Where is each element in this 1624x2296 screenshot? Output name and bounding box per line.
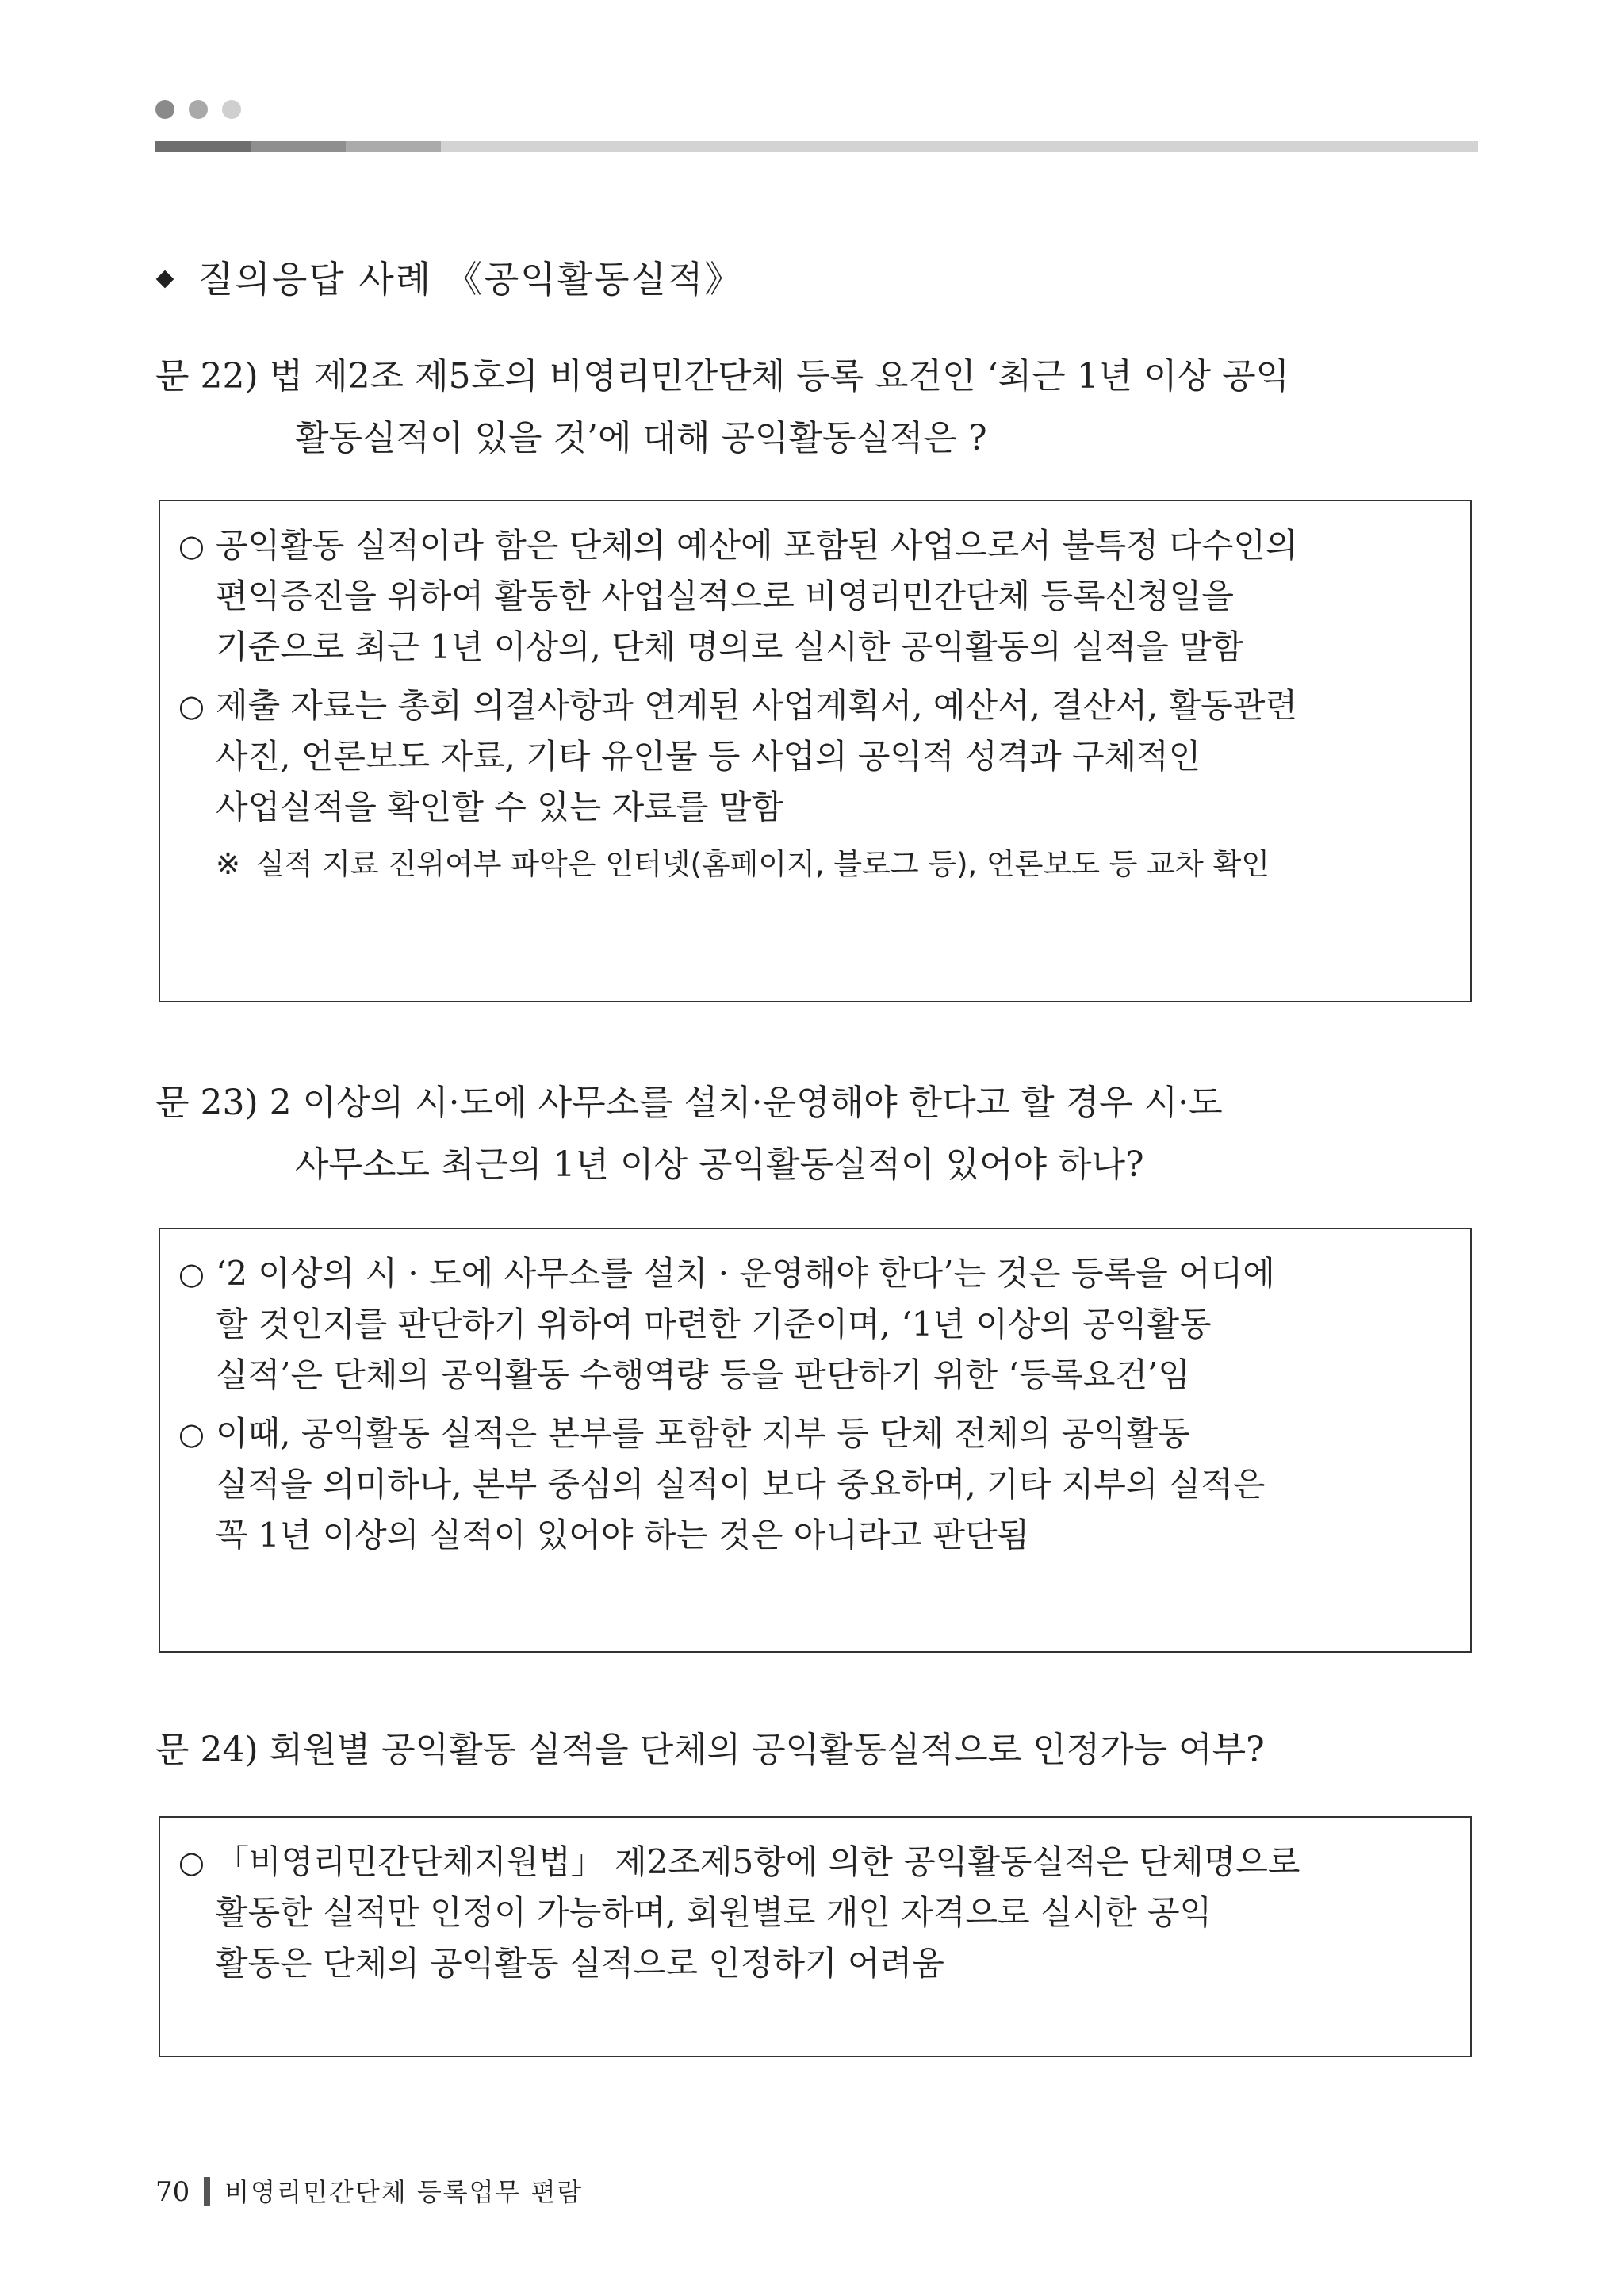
answer-line: 사업실적을 확인할 수 있는 자료를 말함 [216, 788, 783, 826]
question-text: 법 제2조 제5호의 비영리민간단체 등록 요건인 ‘최근 1년 이상 공익 [269, 356, 1290, 397]
answer-item [160, 1409, 1470, 1561]
question-number: 문 22) [155, 356, 259, 397]
section-title-text: 질의응답 사례 《공익활동실적》 [198, 258, 743, 301]
answer-line: 제출 자료는 총회 의결사항과 연계된 사업계획서, 예산서, 결산서, 활동관련 [216, 686, 1298, 725]
section-title [159, 255, 742, 303]
question-number: 문 24) [155, 1730, 259, 1770]
question-line [155, 346, 1480, 408]
header-rule-segment [155, 141, 251, 152]
header-rule-segment [346, 141, 441, 152]
answer-line: 기준으로 최근 1년 이상의, 단체 명의로 실시한 공익활동의 실적을 말함 [216, 627, 1244, 666]
question-text: 2 이상의 시·도에 사무소를 설치·운영해야 한다고 할 경우 시·도 [269, 1083, 1223, 1123]
answer-line: 「비영리민간단체지원법」 제2조제5항에 의한 공익활동실적은 단체명으로 [216, 1842, 1300, 1881]
header-dot-dark [155, 100, 174, 119]
header-dot-light [222, 100, 241, 119]
note-text: 실적 지료 진위여부 파악은 인터넷(홈페이지, 블로그 등), 언론보도 등 교차 확인 [256, 847, 1270, 881]
answer-line: ‘2 이상의 시 · 도에 사무소를 설치 · 운영해야 한다’는 것은 등록을 어디에 [216, 1254, 1275, 1293]
question-line: 활동실적이 있을 것’에 대해 공익활동실적은 ? [295, 418, 987, 458]
question-text: 회원별 공익활동 실적을 단체의 공익활동실적으로 인정가능 여부? [269, 1730, 1265, 1770]
header-rule-segment [441, 141, 1478, 152]
answer-box-23 [159, 1228, 1472, 1653]
answer-item [160, 520, 1470, 673]
answer-line: 이때, 공익활동 실적은 본부를 포함한 지부 등 단체 전체의 공익활동 [216, 1414, 1190, 1453]
answer-item [160, 1248, 1470, 1401]
circle-bullet-icon: ○ [178, 1256, 205, 1291]
circle-bullet-icon: ○ [178, 1416, 205, 1451]
answer-line: 활동한 실적만 인정이 가능하며, 회원별로 개인 자격으로 실시한 공익 [216, 1893, 1212, 1932]
header-rule-segment [251, 141, 346, 152]
question-number: 문 23) [155, 1083, 259, 1123]
header-rule [155, 141, 1478, 152]
circle-bullet-icon: ○ [178, 1845, 205, 1880]
answer-line: 실적’은 단체의 공익활동 수행역량 등을 판단하기 위한 ‘등록요건’임 [216, 1355, 1190, 1394]
answer-line: 할 것인지를 판단하기 위하여 마련한 기준이며, ‘1년 이상의 공익활동 [216, 1305, 1212, 1343]
answer-line: 꼭 1년 이상의 실적이 있어야 하는 것은 아니라고 판단됨 [216, 1516, 1030, 1554]
book-title: 비영리민간단체 등록업무 편람 [224, 2177, 584, 2207]
footer-divider [204, 2177, 210, 2206]
question-line [155, 1072, 1480, 1134]
answer-line: 활동은 단체의 공익활동 실적으로 인정하기 어려움 [216, 1944, 944, 1983]
page-number: 70 [155, 2176, 190, 2208]
header-dot-medium [189, 100, 208, 119]
circle-bullet-icon: ○ [178, 688, 205, 723]
question-line [155, 1719, 1480, 1781]
circle-bullet-icon: ○ [178, 528, 205, 563]
answer-line: 사진, 언론보도 자료, 기타 유인물 등 사업의 공익적 성격과 구체적인 [216, 737, 1201, 776]
question-22 [155, 346, 1480, 470]
answer-line: 공익활동 실적이라 함은 단체의 예산에 포함된 사업으로서 불특정 다수인의 [216, 526, 1298, 565]
reference-mark-icon: ※ [216, 847, 241, 881]
answer-item [160, 680, 1470, 833]
answer-note [160, 841, 1470, 888]
answer-line: 실적을 의미하나, 본부 중심의 실적이 보다 중요하며, 기타 지부의 실적은 [216, 1465, 1266, 1504]
answer-item [160, 1837, 1470, 1989]
answer-line: 편익증진을 위하여 활동한 사업실적으로 비영리민간단체 등록신청일을 [216, 577, 1234, 615]
question-23 [155, 1072, 1480, 1196]
question-24 [155, 1719, 1480, 1781]
question-line: 사무소도 최근의 1년 이상 공익활동실적이 있어야 하나? [295, 1144, 1144, 1185]
diamond-bullet-icon [156, 270, 174, 289]
answer-box-22 [159, 500, 1472, 1002]
page-footer [155, 2176, 583, 2208]
answer-box-24 [159, 1816, 1472, 2057]
